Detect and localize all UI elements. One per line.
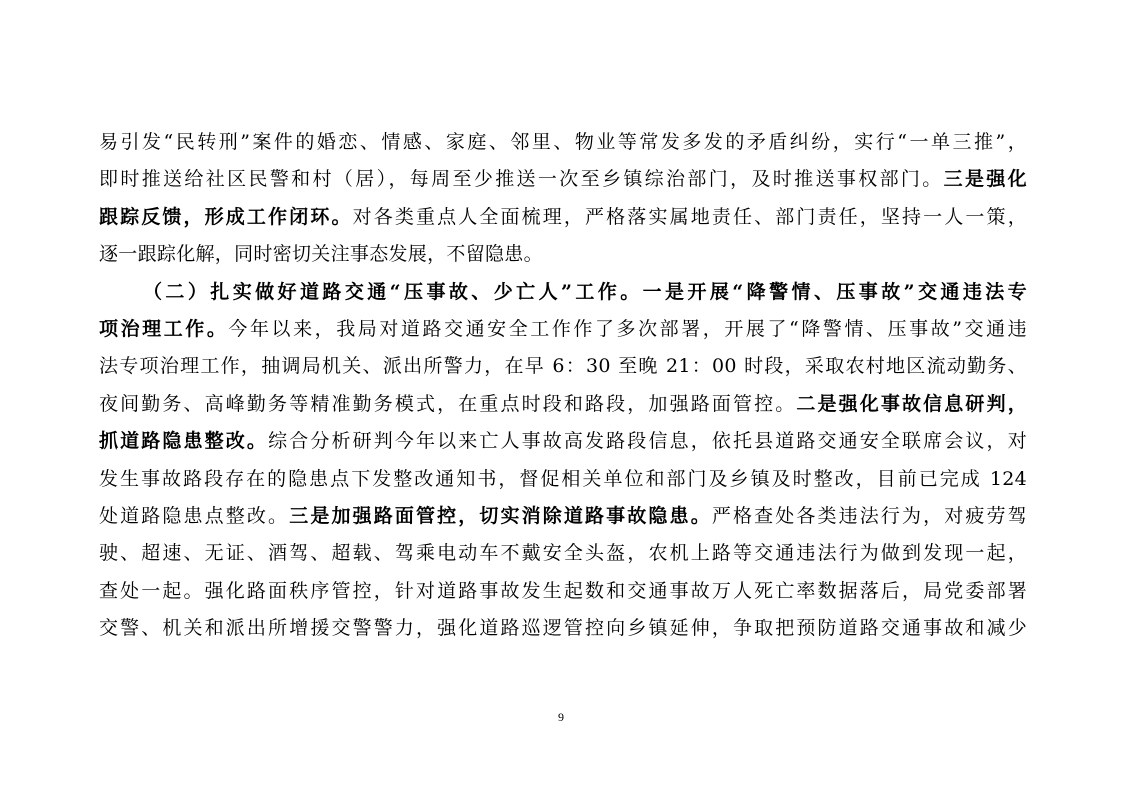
text-line (99, 498, 1027, 535)
bold-text-run: 项治理工作。 (99, 317, 229, 340)
text-run: 处道路隐患点整改。 (99, 504, 290, 527)
text-line (99, 535, 1027, 572)
text-run: 驶、超速、无证、酒驾、超载、驾乘电动车不戴安全头盔，农机上路等交通违法行为做到发现一起， (99, 542, 1027, 565)
bold-text-run: 抓道路隐患整改。 (99, 430, 269, 453)
text-run: 易引发“民转刑”案件的婚恋、情感、家庭、邻里、物业等常发多发的矛盾纠纷，实行“一单三推”， (99, 131, 1027, 153)
text-run: 即时推送给社区民警和村（居），每周至少推送一次至乡镇综治部门，及时推送事权部门。 (99, 168, 944, 191)
bold-text-run: （二）扎实做好道路交通“压事故、少亡人”工作。一是开展“降警情、压事故”交通违法专 (143, 280, 1027, 303)
text-run: 查处一起。强化路面秩序管控，针对道路事故发生起数和交通事故万人死亡率数据落后，局党委部署 (99, 579, 1027, 602)
text-line (99, 236, 1027, 273)
text-line (99, 199, 1027, 236)
text-run: 今年以来，我局对道路交通安全工作作了多次部署，开展了“降警情、压事故”交通违 (228, 317, 1027, 340)
text-line (99, 610, 1027, 647)
text-line (99, 461, 1027, 498)
text-run: 综合分析研判今年以来亡人事故高发路段信息，依托县道路交通安全联席会议，对 (268, 430, 1027, 453)
text-run: 严格查处各类违法行为，对疲劳驾 (711, 504, 1027, 527)
bold-text-run: 二是强化事故信息研判， (796, 392, 1027, 415)
text-line (99, 161, 1027, 198)
text-line (99, 386, 1027, 423)
text-run: 交警、机关和派出所增援交警警力，强化道路巡逻管控向乡镇延伸，争取把预防道路交通事故和减少 (99, 617, 1027, 640)
text-line (99, 348, 1027, 385)
bold-text-run: 跟踪反馈，形成工作闭环。 (99, 205, 353, 228)
text-run: 对各类重点人全面梳理，严格落实属地责任、部门责任，坚持一人一策， (352, 205, 1027, 228)
text-line (99, 311, 1027, 348)
text-run: 法专项治理工作，抽调局机关、派出所警力，在早 6：30 至晚 21：00 时段，采取农村地区流动勤务、 (99, 355, 1027, 378)
text-run: 逐一跟踪化解，同时密切关注事态发展，不留隐患。 (99, 243, 543, 266)
text-run: 发生事故路段存在的隐患点下发整改通知书，督促相关单位和部门及乡镇及时整改，目前已完成 124 (99, 467, 1027, 490)
section-heading-line (99, 274, 1027, 311)
text-run: 夜间勤务、高峰勤务等精准勤务模式，在重点时段和路段，加强路面管控。 (99, 392, 797, 415)
bold-text-run: 三是强化 (943, 168, 1027, 191)
body-text (99, 124, 1027, 647)
text-line (99, 124, 1027, 161)
page-number: 9 (558, 710, 564, 724)
bold-text-run: 三是加强路面管控，切实消除道路事故隐患。 (289, 504, 712, 527)
text-line (99, 423, 1027, 460)
text-line (99, 573, 1027, 610)
